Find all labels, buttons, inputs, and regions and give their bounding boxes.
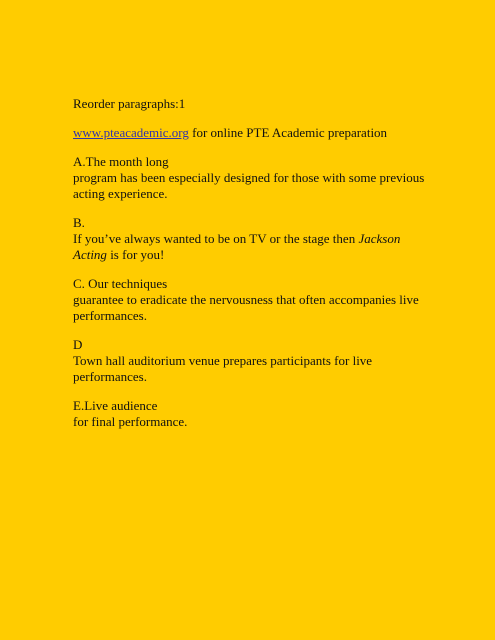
option-d-body-line: performances. [73, 369, 147, 384]
page-title [73, 96, 433, 112]
option-b-label: B. [73, 215, 85, 230]
pteacademic-link[interactable]: www.pteacademic.org [73, 125, 189, 140]
option-a-body-line: acting experience. [73, 186, 168, 201]
option-b-italic-name: Jackson [358, 231, 401, 246]
paragraph-option-e [73, 398, 433, 430]
option-b-body-line-2 [73, 247, 433, 263]
title-text: Reorder paragraphs:1 [73, 96, 186, 111]
option-e-label: E.Live audience [73, 398, 158, 413]
option-b-text: is for you! [106, 247, 165, 262]
source-rest-text: for online PTE Academic preparation [188, 125, 388, 140]
option-d-label: D [73, 337, 83, 352]
option-a-body-line: program has been especially designed for those with some previous [73, 170, 425, 185]
paragraph-option-c [73, 276, 433, 324]
option-b-italic-name: Acting [73, 247, 107, 262]
paragraph-option-a [73, 154, 433, 202]
paragraph-option-b [73, 215, 433, 263]
option-e-body-line: for final performance. [73, 414, 188, 429]
document-content [73, 96, 433, 443]
source-line-text [73, 125, 433, 141]
option-c-body-line: guarantee to eradicate the nervousness that often accompanies live [73, 292, 419, 307]
option-b-body-line-1 [73, 231, 433, 247]
option-d-body-line: Town hall auditorium venue prepares participants for live [73, 353, 373, 368]
paragraph-option-d [73, 337, 433, 385]
option-a-label: A.The month long [73, 154, 169, 169]
option-c-label: C. Our techniques [73, 276, 168, 291]
source-line [73, 125, 433, 141]
option-c-body-line: performances. [73, 308, 147, 323]
option-b-text: If you’ve always wanted to be on TV or the stage then [73, 231, 359, 246]
